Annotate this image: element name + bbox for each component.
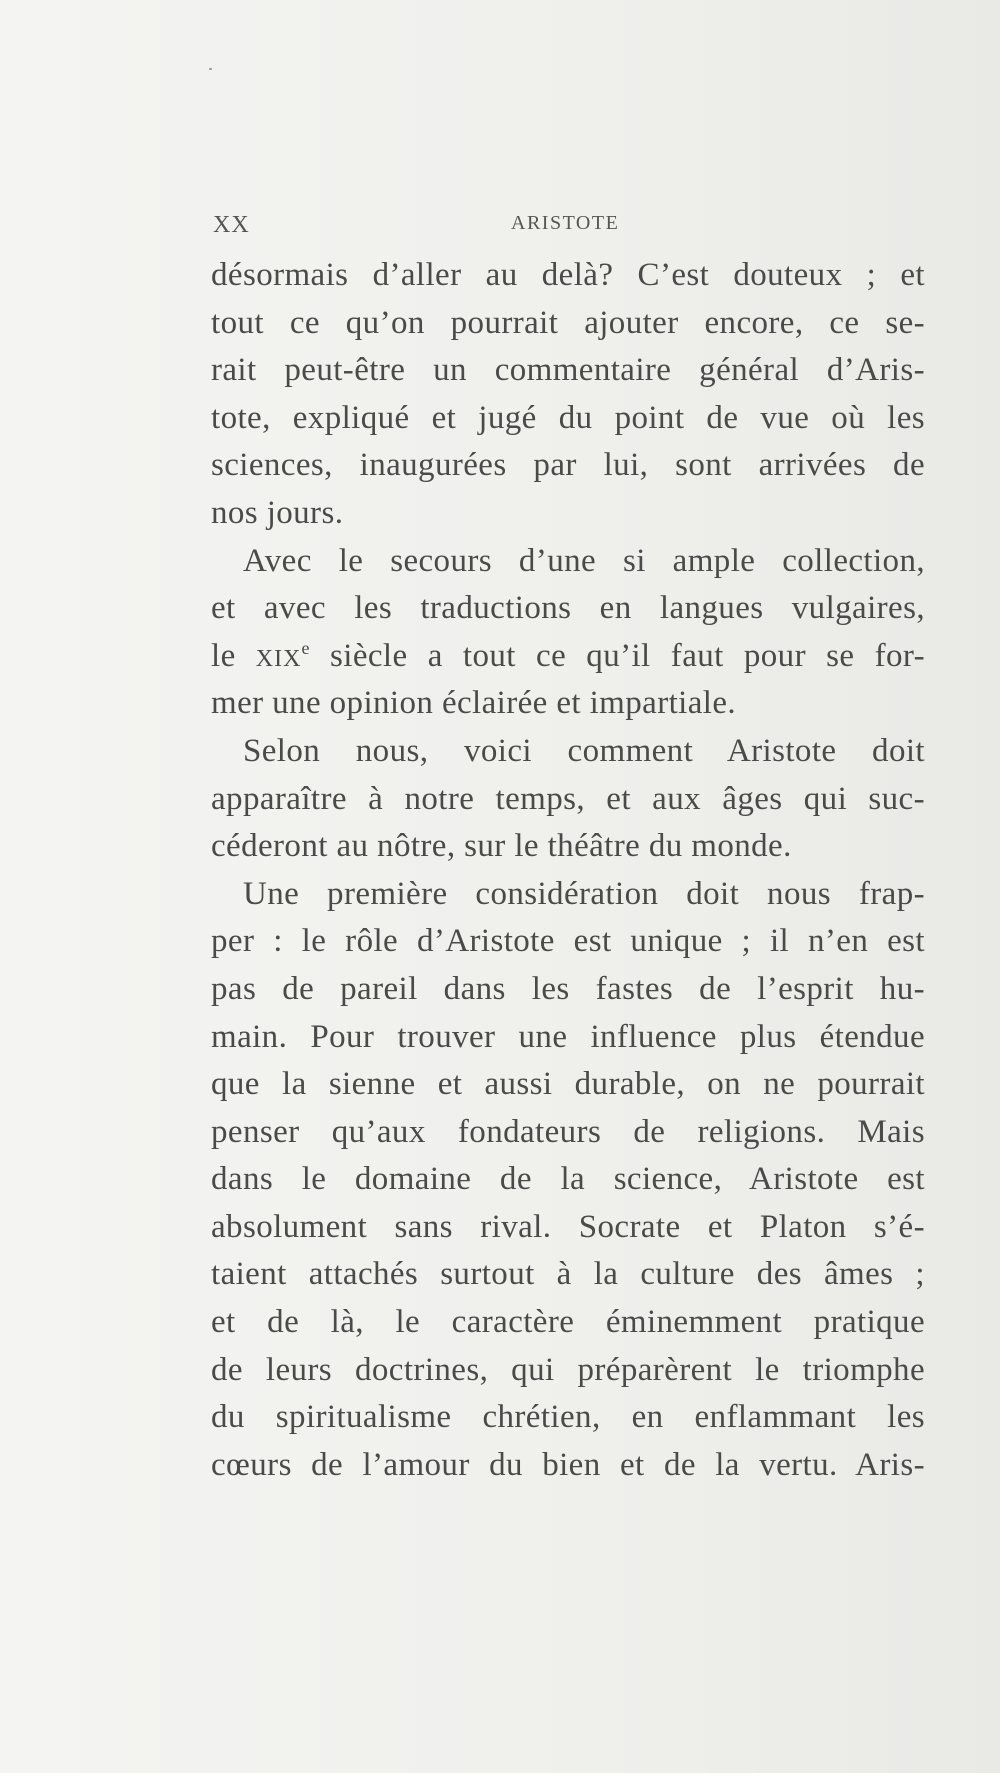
century-superscript: e (301, 637, 310, 658)
text-line-5: sciences, inaugurées par lui, sont arrivées de (211, 447, 925, 484)
text-line-24: de leurs doctrines, qui préparèrent le triomphe (211, 1351, 925, 1388)
text-line-25: du spiritualisme chrétien, en enflammant les (211, 1399, 925, 1436)
text-line-14: Une première considération doit nous frap- (243, 875, 925, 912)
text-line-4: tote, expliqué et jugé du point de vue où les (211, 399, 925, 436)
text-line-12: apparaître à notre temps, et aux âges qui suc- (211, 780, 925, 817)
text-line-19: penser qu’aux fondateurs de religions. Mais (211, 1113, 925, 1150)
text-line-11: Selon nous, voici comment Aristote doit (243, 732, 925, 769)
text-line-2: tout ce qu’on pourrait ajouter encore, ce se- (211, 304, 925, 341)
text-line-9 (211, 633, 925, 681)
body-text (211, 252, 925, 1489)
text-line-21: absolument sans rival. Socrate et Platon s’é- (211, 1208, 925, 1245)
text-line-8: et avec les traductions en langues vulgaires, (211, 590, 925, 627)
century-numeral: XIX (255, 645, 302, 672)
text-line-17: main. Pour trouver une influence plus étendue (211, 1018, 925, 1055)
text-line-23: et de là, le caractère éminemment pratique (211, 1304, 925, 1341)
paper-speck (209, 68, 212, 70)
line9-after: siècle a tout ce qu’il faut pour se for- (309, 637, 926, 674)
text-line-13: céderont au nôtre, sur le théâtre du monde. (211, 828, 792, 865)
text-line-22: taient attachés surtout à la culture des âmes ; (211, 1256, 925, 1293)
text-line-26: cœurs de l’amour du bien et de la vertu. Aris- (211, 1446, 925, 1483)
line9-before: le (211, 637, 256, 674)
text-line-20: dans le domaine de la science, Aristote est (211, 1161, 925, 1198)
text-line-16: pas de pareil dans les fastes de l’esprit hu- (211, 970, 925, 1007)
running-head (213, 212, 919, 242)
text-line-3: rait peut-être un commentaire général d’Aris- (211, 352, 925, 389)
text-line-7: Avec le secours d’une si ample collection, (243, 542, 925, 579)
text-line-18: que la sienne et aussi durable, on ne pourrait (211, 1066, 925, 1103)
running-title: ARISTOTE (511, 212, 620, 234)
text-line-15: per : le rôle d’Aristote est unique ; il n’en est (211, 923, 925, 960)
text-line-6: nos jours. (211, 494, 344, 531)
page-folio: XX (213, 212, 250, 238)
text-line-1: désormais d’aller au delà? C’est douteux ; et (211, 257, 925, 293)
text-line-10: mer une opinion éclairée et impartiale. (211, 685, 737, 722)
